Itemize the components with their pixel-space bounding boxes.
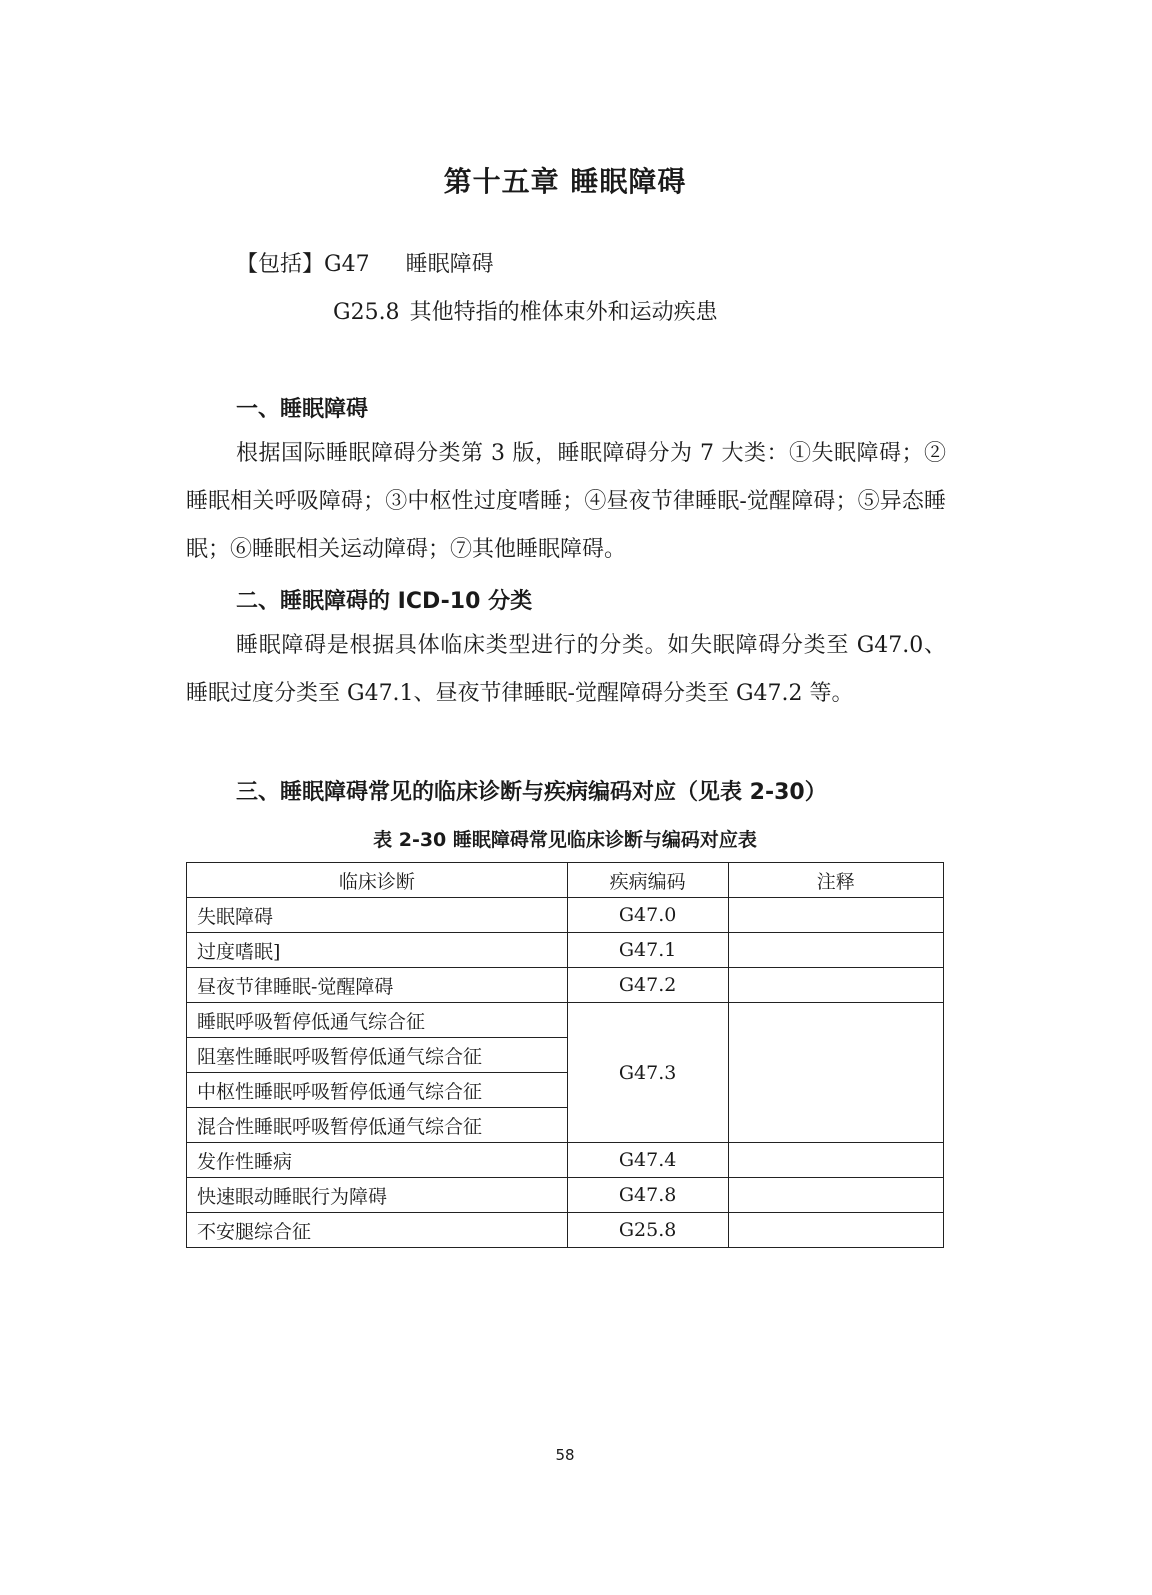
table-header-row [187,863,944,898]
note-cell [728,1003,943,1143]
include-desc: 其他特指的椎体束外和运动疾患 [409,300,718,325]
table-row [187,968,944,1003]
section-paragraph-2: 睡眠障碍是根据具体临床类型进行的分类。如失眠障碍分类至 G47.0、睡眠过度分类至 G47.1、昼夜节律睡眠-觉醒障碍分类至 G47.2 等。 [186,633,946,706]
page-number: 58 [555,1446,575,1464]
section-heading-2: 二、睡眠障碍的 ICD-10 分类 [236,589,533,614]
table-caption: 表 2-30 睡眠障碍常见临床诊断与编码对应表 [373,829,757,851]
section-paragraph-1: 根据国际睡眠障碍分类第 3 版，睡眠障碍分为 7 大类：①失眠障碍；②睡眠相关呼吸障碍；③中枢性过度嗜睡；④昼夜节律睡眠-觉醒障碍；⑤异态睡眠；⑥睡眠相关运动障碍；⑦其他睡眠障碍。 [186,441,946,562]
include-line-1 [236,247,494,278]
code-cell: G47.4 [567,1143,728,1178]
note-cell [728,1143,943,1178]
table-row [187,898,944,933]
table-header-cell: 临床诊断 [187,863,568,898]
code-cell: G47.8 [567,1178,728,1213]
table-row [187,1143,944,1178]
table-row [187,1178,944,1213]
include-code: G25.8 [333,300,400,325]
diagnosis-cell: 中枢性睡眠呼吸暂停低通气综合征 [187,1073,568,1108]
section-heading-3: 三、睡眠障碍常见的临床诊断与疾病编码对应（见表 2-30） [236,780,827,805]
note-cell [728,898,943,933]
section-heading-1: 一、睡眠障碍 [236,397,369,422]
code-cell: G47.2 [567,968,728,1003]
diagnosis-cell: 睡眠呼吸暂停低通气综合征 [187,1003,568,1038]
diagnosis-cell: 昼夜节律睡眠-觉醒障碍 [187,968,568,1003]
code-cell: G47.1 [567,933,728,968]
code-cell: G47.0 [567,898,728,933]
code-cell: G25.8 [567,1213,728,1248]
note-cell [728,933,943,968]
table-row [187,1003,944,1038]
diagnosis-cell: 过度嗜眠] [187,933,568,968]
include-label: 【包括】 [236,252,325,277]
note-cell [728,1213,943,1248]
include-code: G47 [324,252,370,277]
diagnosis-cell: 阻塞性睡眠呼吸暂停低通气综合征 [187,1038,568,1073]
diagnosis-cell: 不安腿综合征 [187,1213,568,1248]
table-header-cell: 疾病编码 [567,863,728,898]
include-desc: 睡眠障碍 [405,252,494,277]
code-cell: G47.3 [567,1003,728,1143]
diagnosis-cell: 混合性睡眠呼吸暂停低通气综合征 [187,1108,568,1143]
diagnosis-cell: 发作性睡病 [187,1143,568,1178]
note-cell [728,968,943,1003]
diagnosis-cell: 失眠障碍 [187,898,568,933]
include-line-2 [333,295,718,326]
table-header-cell: 注释 [728,863,943,898]
table-row [187,1213,944,1248]
table-row [187,933,944,968]
chapter-title: 第十五章 睡眠障碍 [443,165,687,198]
diagnosis-code-table [186,862,944,1248]
note-cell [728,1178,943,1213]
diagnosis-cell: 快速眼动睡眠行为障碍 [187,1178,568,1213]
